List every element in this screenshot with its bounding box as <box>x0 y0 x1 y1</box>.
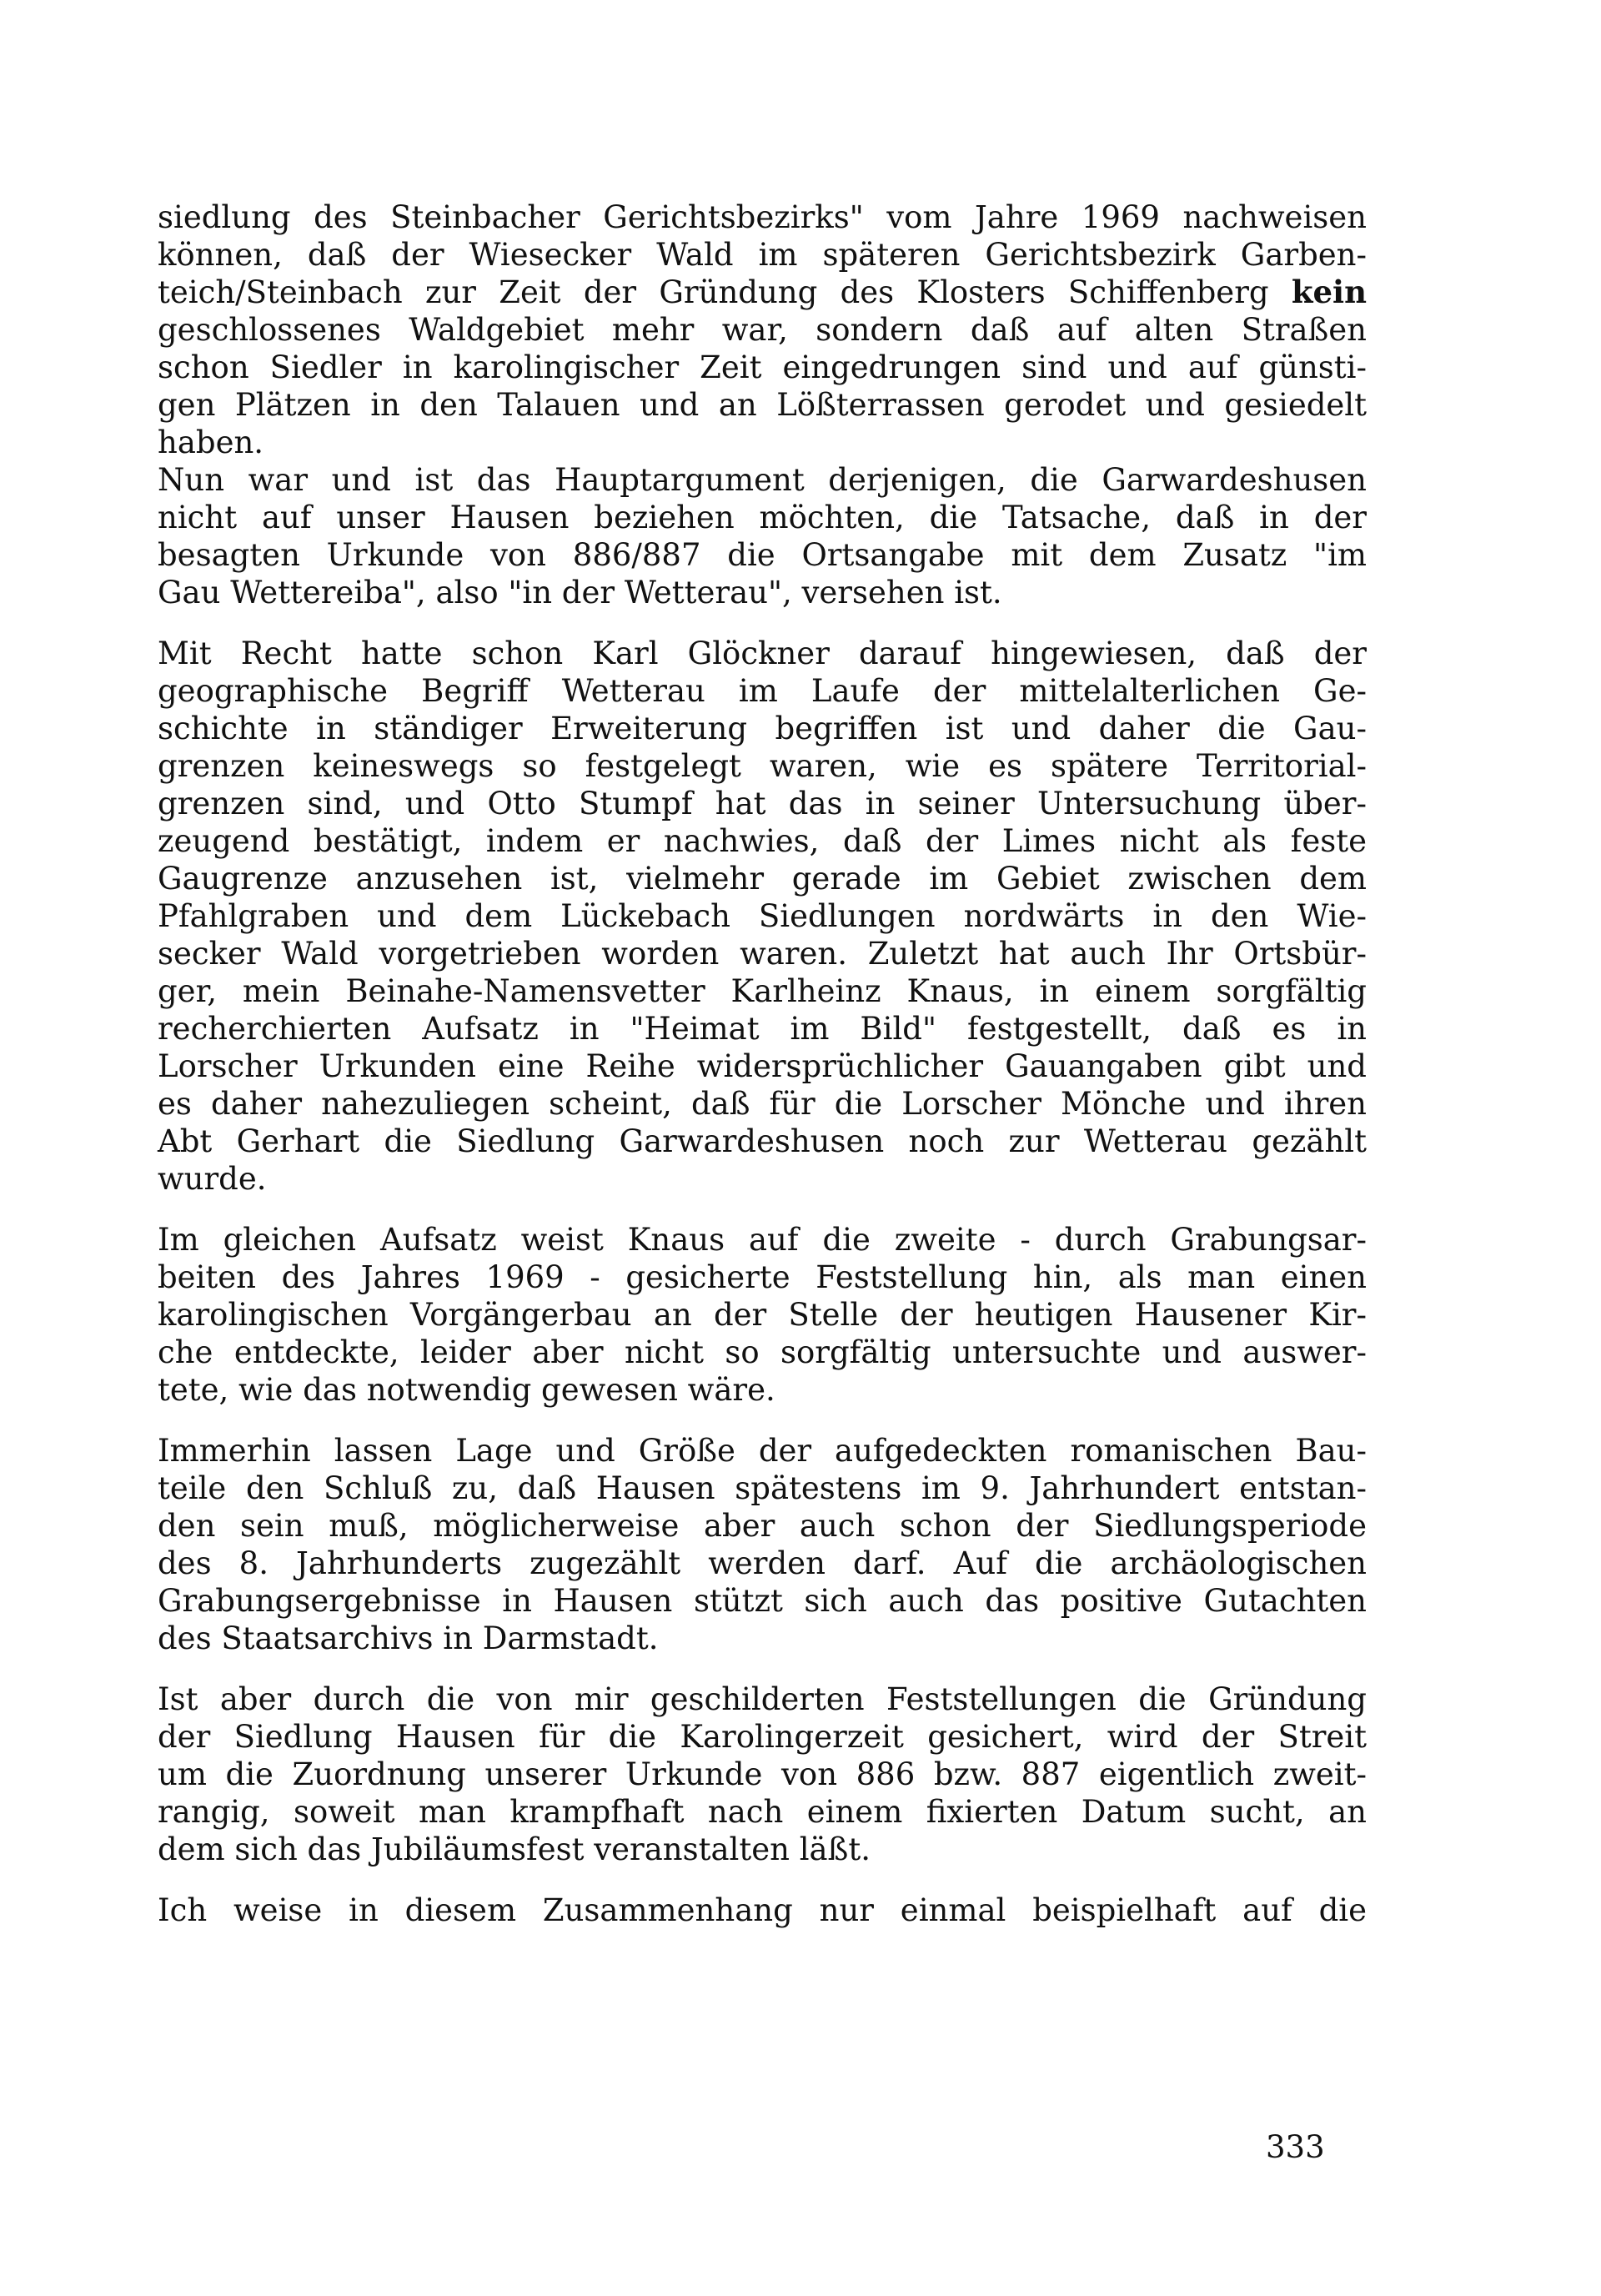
text-line: zeugend bestätigt, indem er nachwies, daß der Limes nicht als feste <box>158 823 1367 859</box>
text-line: Immerhin lassen Lage und Größe der aufgedeckten romanischen Bau- <box>158 1433 1367 1469</box>
paragraph-5 <box>158 1432 1367 1657</box>
text-line: Pfahlgraben und dem Lückebach Siedlungen nordwärts in den Wie- <box>158 898 1367 934</box>
text-line: teile den Schluß zu, daß Hausen spätestens im 9. Jahrhundert entstan- <box>158 1470 1367 1506</box>
paragraph-4 <box>158 1221 1367 1409</box>
text-line: gen Plätzen in den Talauen und an Lößterrassen gerodet und gesiedelt <box>158 387 1367 423</box>
text-line: karolingischen Vorgängerbau an der Stelle der heutigen Hausener Kir- <box>158 1297 1367 1333</box>
paragraph-1 <box>158 198 1367 461</box>
text-line: den sein muß, möglicherweise aber auch schon der Siedlungsperiode <box>158 1508 1367 1544</box>
text-line: schichte in ständiger Erweiterung begriffen ist und daher die Gau- <box>158 711 1367 746</box>
bold-word: kein <box>1291 274 1367 310</box>
paragraph-gap <box>158 1198 1367 1221</box>
text-line: Nun war und ist das Hauptargument derjenigen, die Garwardeshusen <box>158 462 1367 498</box>
text-line: ger, mein Beinahe-Namensvetter Karlheinz Knaus, in einem sorgfältig <box>158 973 1367 1009</box>
body-text <box>158 198 1367 1929</box>
text-line: tete, wie das notwendig gewesen wäre. <box>158 1372 775 1408</box>
text-line: wurde. <box>158 1161 267 1197</box>
text-line: besagten Urkunde von 886/887 die Ortsangabe mit dem Zusatz "im <box>158 537 1367 573</box>
text-line: Ich weise in diesem Zusammenhang nur einmal beispielhaft auf die <box>158 1892 1367 1928</box>
text-line: nicht auf unser Hausen beziehen möchten, die Tatsache, daß in der <box>158 500 1367 535</box>
text-line: können, daß der Wiesecker Wald im späteren Gerichtsbezirk Garben- <box>158 237 1367 273</box>
paragraph-7 <box>158 1892 1367 1929</box>
text-line: grenzen keineswegs so festgelegt waren, wie es spätere Territorial- <box>158 748 1367 784</box>
paragraph-gap <box>158 1868 1367 1892</box>
text-line: geographische Begriff Wetterau im Laufe der mittelalterlichen Ge- <box>158 673 1367 709</box>
page-number: 333 <box>1266 2129 1325 2165</box>
text-line: beiten des Jahres 1969 - gesicherte Feststellung hin, als man einen <box>158 1259 1367 1295</box>
text-line: rangig, soweit man krampfhaft nach einem fixierten Datum sucht, an <box>158 1794 1367 1830</box>
text-line: dem sich das Jubiläumsfest veranstalten läßt. <box>158 1831 871 1867</box>
text-line: Abt Gerhart die Siedlung Garwardeshusen noch zur Wetterau gezählt <box>158 1123 1367 1159</box>
text-line: grenzen sind, und Otto Stumpf hat das in seiner Untersuchung über- <box>158 786 1367 821</box>
text-line: geschlossenes Waldgebiet mehr war, sondern daß auf alten Straßen <box>158 312 1367 348</box>
text-line: che entdeckte, leider aber nicht so sorgfältig untersuchte und auswer- <box>158 1334 1367 1370</box>
text-line-bold-prefix: teich/Steinbach zur Zeit der Gründung des Klosters Schiffenberg <box>158 274 1292 310</box>
text-line: Gau Wettereiba", also "in der Wetterau", versehen ist. <box>158 575 1002 610</box>
text-line: Gaugrenze anzusehen ist, vielmehr gerade im Gebiet zwischen dem <box>158 861 1367 897</box>
text-line: um die Zuordnung unserer Urkunde von 886 bzw. 887 eigentlich zweit- <box>158 1756 1367 1792</box>
paragraph-gap <box>158 1657 1367 1681</box>
text-line: haben. <box>158 425 264 460</box>
text-line: schon Siedler in karolingischer Zeit eingedrungen sind und auf günsti- <box>158 349 1367 385</box>
text-line: recherchierten Aufsatz in "Heimat im Bild" festgestellt, daß es in <box>158 1011 1367 1047</box>
paragraph-3 <box>158 635 1367 1198</box>
text-line: es daher nahezuliegen scheint, daß für die Lorscher Mönche und ihren <box>158 1086 1367 1122</box>
text-line: der Siedlung Hausen für die Karolingerzeit gesichert, wird der Streit <box>158 1719 1367 1755</box>
text-line: secker Wald vorgetrieben worden waren. Zuletzt hat auch Ihr Ortsbür- <box>158 936 1367 972</box>
text-line: Ist aber durch die von mir geschilderten Feststellungen die Gründung <box>158 1681 1367 1717</box>
paragraph-gap <box>158 1409 1367 1432</box>
paragraph-2 <box>158 461 1367 611</box>
text-line: des Staatsarchivs in Darmstadt. <box>158 1620 659 1656</box>
paragraph-6 <box>158 1681 1367 1868</box>
text-line: Mit Recht hatte schon Karl Glöckner darauf hingewiesen, daß der <box>158 636 1367 671</box>
text-line: Im gleichen Aufsatz weist Knaus auf die zweite - durch Grabungsar- <box>158 1222 1367 1258</box>
text-line: siedlung des Steinbacher Gerichtsbezirks" vom Jahre 1969 nachweisen <box>158 199 1367 235</box>
text-line: Lorscher Urkunden eine Reihe widersprüchlicher Gauangaben gibt und <box>158 1048 1367 1084</box>
text-line-with-bold <box>158 274 1367 311</box>
paragraph-gap <box>158 611 1367 635</box>
text-line: des 8. Jahrhunderts zugezählt werden darf. Auf die archäologischen <box>158 1545 1367 1581</box>
text-line: Grabungsergebnisse in Hausen stützt sich auch das positive Gutachten <box>158 1583 1367 1619</box>
